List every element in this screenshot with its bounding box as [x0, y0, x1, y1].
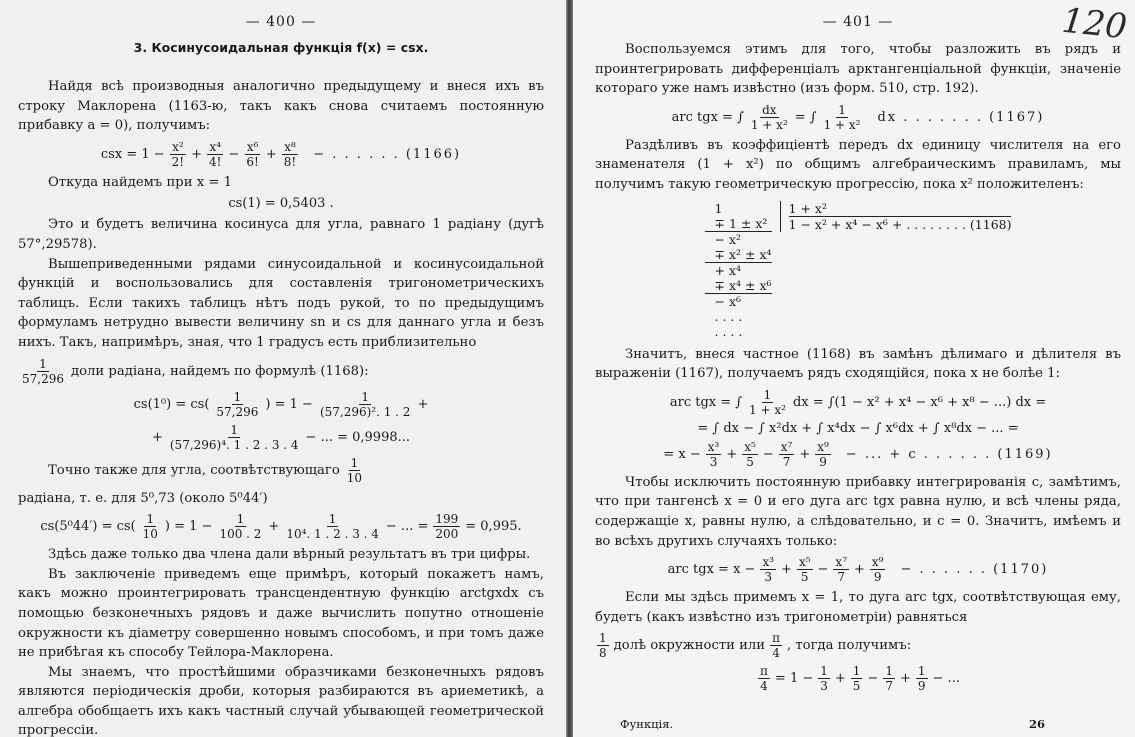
formula-1170	[595, 555, 1121, 584]
fraction	[916, 664, 928, 693]
formula-text: dx = ∫(1 − x² + x⁴ − x⁶ + x⁸ − ...) dx =	[792, 394, 1047, 410]
paragraph: Въ заключеніе приведемъ еще примѣръ, который покажетъ намъ, какъ можно проинтегрировать трансцендентную функцію arctgxdx съ помощью безконечныхъ рядовъ и даже вычислить попутно отношеніе окружности къ діаметру совершенно новымъ способомъ, и при томъ даже не прибѣгая къ способу Тейлора-Маклорена.	[18, 566, 544, 661]
formula-text: cs(1⁰) = cs(	[133, 396, 210, 412]
division-line: − x⁶	[714, 293, 742, 309]
fraction	[433, 512, 460, 541]
division-line: ∓ x² ± x⁴	[705, 247, 772, 263]
paragraph: радіана, т. е. для 5⁰,73 (около 5⁰44′)	[18, 490, 268, 506]
paragraph: Если мы здѣсь примемъ x = 1, то дуга arc tgx, соотвѣтствующая ему, будетъ (какъ извѣстно изъ тригонометріи) равняться	[595, 590, 1121, 625]
denominator: 8!	[283, 154, 297, 169]
numerator: 1	[39, 356, 47, 371]
denominator: 4	[760, 679, 768, 694]
numerator: π	[760, 664, 768, 679]
formula-text: − ... = 0,9998...	[305, 429, 411, 445]
fraction	[815, 440, 831, 469]
divisor: 1 + x²	[789, 201, 1012, 217]
fraction	[851, 664, 863, 693]
fraction	[207, 140, 223, 169]
denominator: 10	[142, 527, 158, 542]
formula-pi	[595, 664, 1121, 693]
denominator: 9	[917, 679, 926, 694]
plus-sign: +	[191, 146, 203, 162]
denominator: 3	[764, 570, 773, 585]
denominator: 7	[782, 454, 791, 469]
numerator: dx	[762, 102, 777, 117]
paragraph-text: Точно также для угла, соотвѣтствующаго	[48, 462, 340, 478]
paragraph-text: Вышеприведенными рядами синусоидальной и косинусоидальной функцій и воспользовались для составленія тригонометрическихъ таблицъ. Если такихъ таблицъ нѣтъ подъ рукой, то по предыдущимъ формуламъ нетрудно вывести величину sn и cs для даннаго угла и безъ нихъ. Такъ, напримѣръ, зная, что 1 градусъ есть приблизительно	[18, 256, 544, 350]
quotient: 1 − x² + x⁴ − x⁶ + . . . . . . . . (1168)	[788, 216, 1012, 232]
formula-text: − ... =	[385, 519, 429, 535]
paragraph: Воспользуемся этимъ для того, чтобы разложить въ рядъ и проинтегрировать дифференціалъ арктангенціальной функціи, значеніе котораго уже намъ извѣстно (изъ форм. 510, стр. 192).	[595, 42, 1121, 97]
formula-text: ) = 1 −	[265, 396, 313, 412]
denominator: 200	[435, 527, 459, 542]
numerator: x²	[172, 139, 184, 154]
numerator: 1	[350, 455, 359, 470]
numerator: 1	[885, 664, 893, 679]
equation-label: dx . . . . . . . (1167)	[877, 109, 1045, 125]
plus-sign: +	[265, 146, 277, 162]
plus-sign: +	[899, 671, 911, 687]
denominator: (57,296)⁴. 1 . 2 . 3 . 4	[169, 437, 299, 452]
numerator: x⁴	[209, 139, 222, 154]
formula-cs1	[18, 196, 544, 211]
formula-text: = ∫ dx − ∫ x²dx + ∫ x⁴dx − ∫ x⁶dx + ∫ x⁸dx − ... =	[697, 420, 1019, 436]
denominator: 3	[709, 454, 718, 469]
formula-text: = x −	[663, 446, 701, 462]
denominator: 9	[819, 454, 827, 469]
formula-text: +	[268, 519, 280, 535]
paragraph: Здѣсь даже только два члена дали вѣрный результатъ въ три цифры.	[48, 547, 531, 563]
plus-sign: +	[799, 446, 811, 462]
fraction	[170, 140, 186, 169]
signature-number: 26	[1028, 717, 1045, 731]
fraction	[282, 140, 298, 169]
formula-integral-1	[595, 388, 1121, 417]
numerator: 1	[328, 512, 337, 527]
denominator: 5	[852, 679, 861, 694]
section-title: 3. Косинусоидальная функція f(x) = csx.	[133, 40, 429, 55]
formula-1167	[595, 103, 1121, 132]
minus-sign: −	[228, 146, 240, 162]
paragraph-with-fraction	[595, 631, 1121, 660]
formula-integral-2	[595, 421, 1121, 436]
fraction	[883, 664, 895, 693]
right-page-number: — 401 —	[822, 14, 894, 30]
minus-sign: −	[762, 446, 774, 462]
denominator: 10⁴. 1 . 2 . 3 . 4	[286, 527, 379, 542]
minus-sign: −	[817, 562, 829, 578]
formula-1166	[18, 140, 544, 169]
footer-section-label: Функція.	[620, 717, 674, 731]
paragraph-with-fraction	[18, 456, 544, 485]
denominator: 1 + x²	[823, 117, 861, 132]
denominator: 10	[346, 470, 363, 485]
formula-text: − ...	[932, 671, 960, 687]
formula-text: csx = 1 −	[100, 146, 165, 162]
denominator: 7	[885, 679, 893, 694]
denominator: (57,296)². 1 . 2	[319, 404, 411, 419]
formula-text: ) = 1 −	[164, 519, 213, 535]
plus-sign: +	[854, 562, 865, 578]
formula-1169	[595, 440, 1121, 469]
denominator: 4	[772, 646, 780, 661]
fraction	[244, 140, 260, 169]
formula-cs544	[18, 512, 544, 541]
numerator: x⁹	[817, 439, 829, 454]
plus-sign: +	[726, 446, 738, 462]
equation-label: − ... + c . . . . . . (1169)	[845, 446, 1053, 462]
numerator: x⁷	[780, 439, 793, 454]
minus-sign: −	[867, 671, 879, 687]
paragraph: Мы знаемъ, что простѣйшими образчиками безконечныхъ рядовъ являются періодическія дроби, которыя разбираются въ ариеметикѣ, а алгебра обобщаетъ ихъ какъ частный случай убывающей геометрической прогрессіи.	[18, 664, 544, 737]
fraction	[284, 512, 381, 541]
numerator: 1	[233, 389, 242, 404]
division-line: . . . .	[714, 323, 743, 339]
numerator: x⁶	[246, 139, 259, 154]
denominator: 6!	[246, 154, 259, 169]
numerator: x⁷	[835, 555, 847, 570]
denominator: 3	[820, 679, 828, 694]
fraction	[706, 440, 722, 469]
numerator: 1	[236, 512, 245, 527]
denominator: 1 + x²	[749, 402, 786, 417]
division-line: . . . .	[714, 308, 743, 324]
numerator: x³	[762, 555, 775, 570]
numerator: 1	[763, 387, 772, 402]
paragraph: Чтобы исключить постоянную прибавку интегрированія c, замѣтимъ, что при тангенсѣ x = 0 и его дуга arc tgx равна нулю, и всѣ члены ряда, содержащіе x, равны нулю, а слѣдовательно, и c = 0. Значитъ, имѣемъ и во всѣхъ другихъ случаяхъ только:	[595, 474, 1121, 549]
fraction	[779, 440, 795, 469]
numerator: 1	[838, 102, 846, 117]
right-footer	[620, 717, 1045, 731]
numerator: 1	[820, 664, 828, 679]
denominator: 5	[746, 454, 754, 469]
handwritten-note: 120	[1060, 0, 1129, 48]
formula-text: arc tgx = x −	[667, 562, 756, 578]
formula-text: = 1 −	[774, 671, 814, 687]
formula-text: arc tgx = ∫	[669, 394, 743, 410]
plus-sign: +	[151, 429, 163, 445]
right-page	[573, 0, 1135, 737]
fraction	[141, 512, 160, 541]
paragraph-text: , тогда получимъ:	[786, 638, 912, 654]
fraction	[318, 390, 413, 419]
numerator: x⁵	[798, 555, 811, 570]
formula-text: arc tgx = ∫	[671, 109, 744, 125]
denominator: 100 . 2	[219, 527, 262, 542]
fraction	[747, 388, 788, 417]
numerator: 199	[435, 512, 459, 527]
numerator: x⁸	[284, 139, 296, 154]
fraction	[742, 440, 758, 469]
numerator: x⁵	[744, 439, 756, 454]
division-dividend-column	[705, 201, 780, 339]
fraction	[345, 456, 364, 485]
numerator: 1	[230, 422, 239, 437]
plus-sign: +	[781, 562, 792, 578]
numerator: x⁹	[871, 555, 884, 570]
inline-fraction-line	[18, 357, 544, 386]
fraction	[760, 555, 776, 584]
denominator: 9	[873, 570, 882, 585]
fraction	[749, 103, 790, 132]
fraction	[833, 555, 849, 584]
division-divisor-column	[780, 201, 1012, 232]
formula-text: cs(1) = 0,5403 .	[228, 196, 334, 212]
division-line: − x²	[714, 231, 742, 247]
fraction	[20, 357, 66, 386]
division-line: ∓ x⁴ ± x⁶	[705, 278, 772, 294]
division-line: ∓ 1 ± x²	[705, 216, 772, 232]
fraction	[870, 555, 886, 584]
numerator: π	[772, 631, 780, 646]
numerator: 1	[917, 664, 926, 679]
denominator: 57,296	[22, 371, 64, 386]
numerator: 1	[599, 631, 607, 646]
equation-label: − . . . . . . (1170)	[900, 562, 1049, 578]
fraction	[822, 103, 863, 132]
left-page-number: — 400 —	[245, 14, 317, 30]
paragraph: Это и будетъ величина косинуса для угла, равнаго 1 радіану (дугѣ 57°,29578).	[18, 217, 544, 252]
formula-text: = ∫	[794, 109, 817, 125]
denominator: 57,296	[216, 404, 259, 419]
equation-label: − . . . . . . (1166)	[313, 146, 462, 162]
paragraph: Найдя всѣ производныя аналогично предыдущему и внеся ихъ въ строку Маклорена (1163-ю, такъ какъ снова считаемъ постоянную прибавку a = 0), получимъ:	[18, 79, 544, 134]
fraction	[597, 631, 609, 660]
fraction	[214, 390, 260, 419]
numerator: 1	[146, 512, 155, 527]
formula-text: +	[417, 396, 429, 412]
plus-sign: +	[834, 671, 846, 687]
fraction	[770, 631, 782, 660]
book-gutter	[566, 0, 573, 737]
paragraph-text: доли радіана, найдемъ по формулѣ (1168):	[71, 363, 369, 379]
paragraph: Откуда найдемъ при x = 1	[48, 174, 232, 190]
denominator: 7	[837, 570, 846, 585]
numerator: x³	[707, 439, 720, 454]
long-division-1168	[595, 201, 1121, 339]
paragraph: Раздѣливъ въ коэффиціентѣ передъ dx единицу числителя на его знаменателя (1 + x²) по общимъ алгебраическимъ правиламъ, мы получимъ такую геометрическую прогрессію, пока x² положителенъ:	[595, 137, 1121, 192]
formula-cs1deg	[18, 390, 544, 419]
fraction	[217, 512, 263, 541]
fraction	[818, 664, 830, 693]
formula-text: = 0,995.	[465, 519, 522, 535]
numerator: 1	[852, 664, 861, 679]
division-line: + x⁴	[714, 262, 742, 278]
numerator: 1	[361, 389, 370, 404]
denominator: 8	[599, 646, 607, 661]
fraction	[168, 423, 301, 452]
formula-cs1deg-cont	[18, 423, 544, 452]
denominator: 1 + x²	[750, 117, 788, 132]
denominator: 5	[800, 570, 809, 585]
left-page	[0, 0, 566, 737]
formula-text: cs(5⁰44′) = cs(	[40, 519, 136, 535]
fraction	[797, 555, 813, 584]
fraction	[758, 664, 770, 693]
denominator: 4!	[209, 154, 222, 169]
division-line: 1	[714, 200, 723, 216]
paragraph: Значитъ, внеся частное (1168) въ замѣнъ дѣлимаго и дѣлителя въ выраженіи (1167), получаемъ рядъ сходящійся, пока x не болѣе 1:	[595, 346, 1121, 382]
paragraph-text: долѣ окружности или	[613, 638, 766, 654]
paragraph	[18, 255, 544, 353]
denominator: 2!	[171, 154, 185, 169]
